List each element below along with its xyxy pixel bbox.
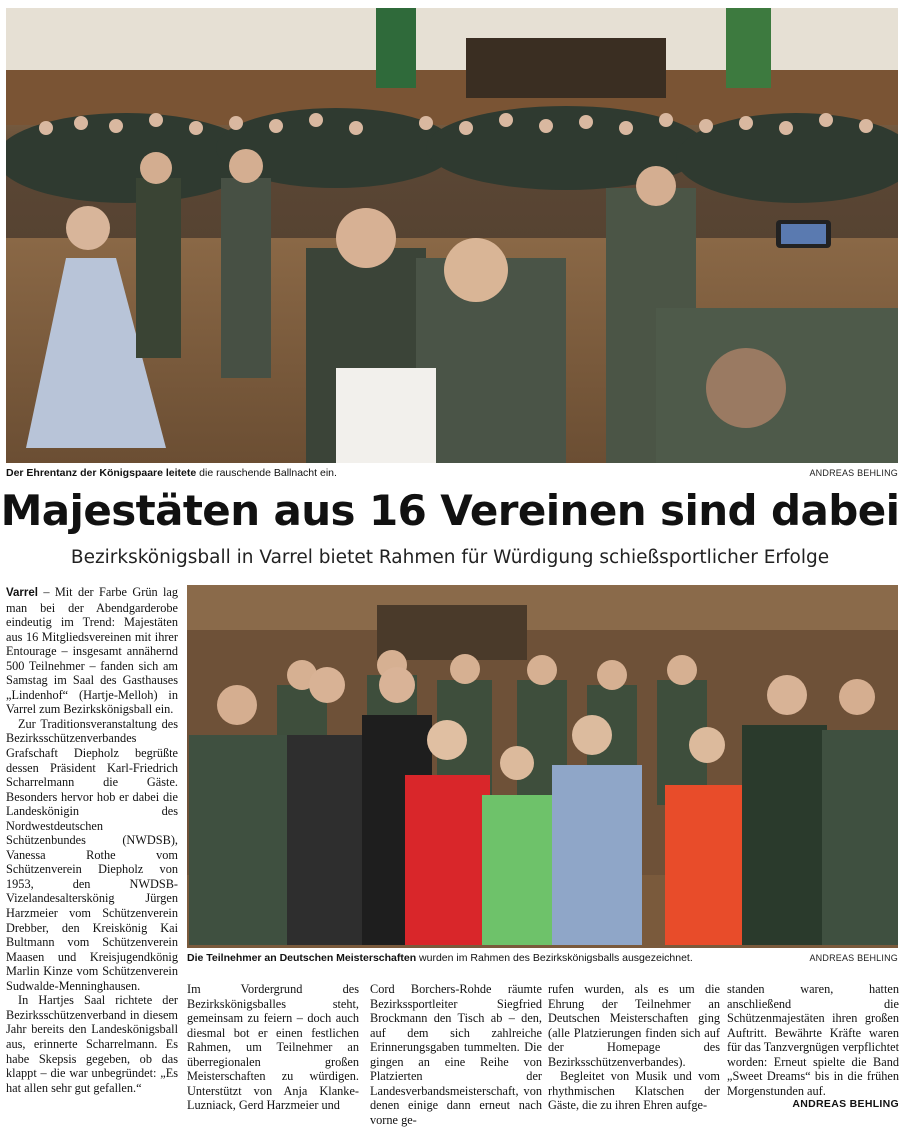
ballroom-photo (6, 8, 898, 463)
article-paragraph-7: Begleitet von Musik und vom rhythmischen Klatschen der Gäste, die zu ihren Ehren aufge- (548, 1069, 720, 1113)
article-paragraph-8: standen waren, hatten anschließend die Schützenmajestäten ihren großen Auftritt. Bewährte Kräfte waren für das Tanzvergnügen verpflichtet worden: Erneut spielte die Band „Sweet Dreams“ bis in die frühen Morgenstunden auf. (727, 982, 899, 1098)
article-paragraph-3: In Hartjes Saal richtete der Bezirksschützenverband in diesem Jahr bereits den Landeskönigsball aus, erinnerte Scharrelmann. Es habe Skepsis gegeben, ob das klappt – die war unbegründet: „Es hat allen sehr gut gefallen.“ (6, 993, 178, 1095)
article-column-1 (6, 585, 178, 1095)
author-byline: ANDREAS BEHLING (792, 1098, 899, 1110)
dateline: Varrel (6, 587, 38, 599)
photo2-caption-text: wurden im Rahmen des Bezirkskönigsballs ausgezeichnet. (416, 952, 693, 964)
photo2-credit: ANDREAS BEHLING (809, 953, 898, 963)
article-paragraph-1 (6, 585, 178, 717)
photo2-caption (187, 952, 787, 964)
photo1-caption-text: die rauschende Ballnacht ein. (196, 467, 337, 479)
photo1-caption (6, 467, 706, 479)
article-paragraph-4: Im Vordergrund des Bezirkskönigsballes steht, gemeinsam zu feiern – doch auch diesmal bot er einen festlichen Rahmen, um Teilnehmer an überregionalen großen Meisterschaften zu würdigen. Unterstützt von Anja Klanke-Luzniack, Gerd Harzmeier und (187, 982, 359, 1113)
photo2-caption-bold: Die Teilnehmer an Deutschen Meisterschaften (187, 952, 417, 964)
photo1-credit: ANDREAS BEHLING (809, 468, 898, 478)
article-column-2 (187, 982, 359, 1113)
subheadline: Bezirkskönigsball in Varrel bietet Rahmen für Würdigung schießsportlicher Erfolge (70, 547, 830, 568)
photo1-caption-bold: Der Ehrentanz der Königspaare leitete (6, 467, 197, 479)
article-column-4 (548, 982, 720, 1113)
headline: Majestäten aus 16 Vereinen sind dabei (0, 486, 900, 535)
honorees-photo (187, 585, 898, 948)
article-text-1: – Mit der Farbe Grün lag man bei der Abendgarderobe eindeutig im Trend: Majestäten aus 16 Mitgliedsvereinen mit ihrer Entourage – insgesamt annähernd 500 Teilnehmer – fanden sich am Samstag im Saal des Gasthauses „Lindenhof“ (Hartje-Melloh) in Varrel zum Bezirkskönigsball ein. (6, 585, 178, 717)
article-paragraph-2: Zur Traditionsveranstaltung des Bezirksschützenverbandes Grafschaft Diepholz begrüßte dessen Präsident Karl-Friedrich Scharrelmann die Gäste. Besonders hervor hob er dabei die Landeskönigin des Nordwestdeutschen Schützenbundes (NWDSB), Vanessa Rothe vom Schützenverein Diepholz von 1953, den NWDSB-Vizelandesalterskönig Jürgen Harzmeier vom Schützenverein Drebber, den Kreiskönig Kai Bultmann vom Schützenverein Maasen und Kreisjugendkönig Marlin Kinze vom Schützenverein Sudwalde-Menninghausen. (6, 716, 178, 993)
article-column-5 (727, 982, 899, 1098)
article-paragraph-5: Cord Borchers-Rohde räumte Bezirkssportleiter Siegfried Brockmann den Tisch ab – den, auf dem sich zahlreiche Erinnerungsgaben tummelten. Die gingen an eine Reihe von Platzierten der Landesverbandsmeisterschaft, von denen einige dann erneut nach vorne ge- (370, 982, 542, 1127)
article-paragraph-6: rufen wurden, als es um die Ehrung der Teilnehmer an Deutschen Meisterschaften ging (alle Platzierungen finden sich auf der Homepage des Bezirksschützenverbandes). (548, 982, 720, 1069)
article-column-3 (370, 982, 542, 1127)
